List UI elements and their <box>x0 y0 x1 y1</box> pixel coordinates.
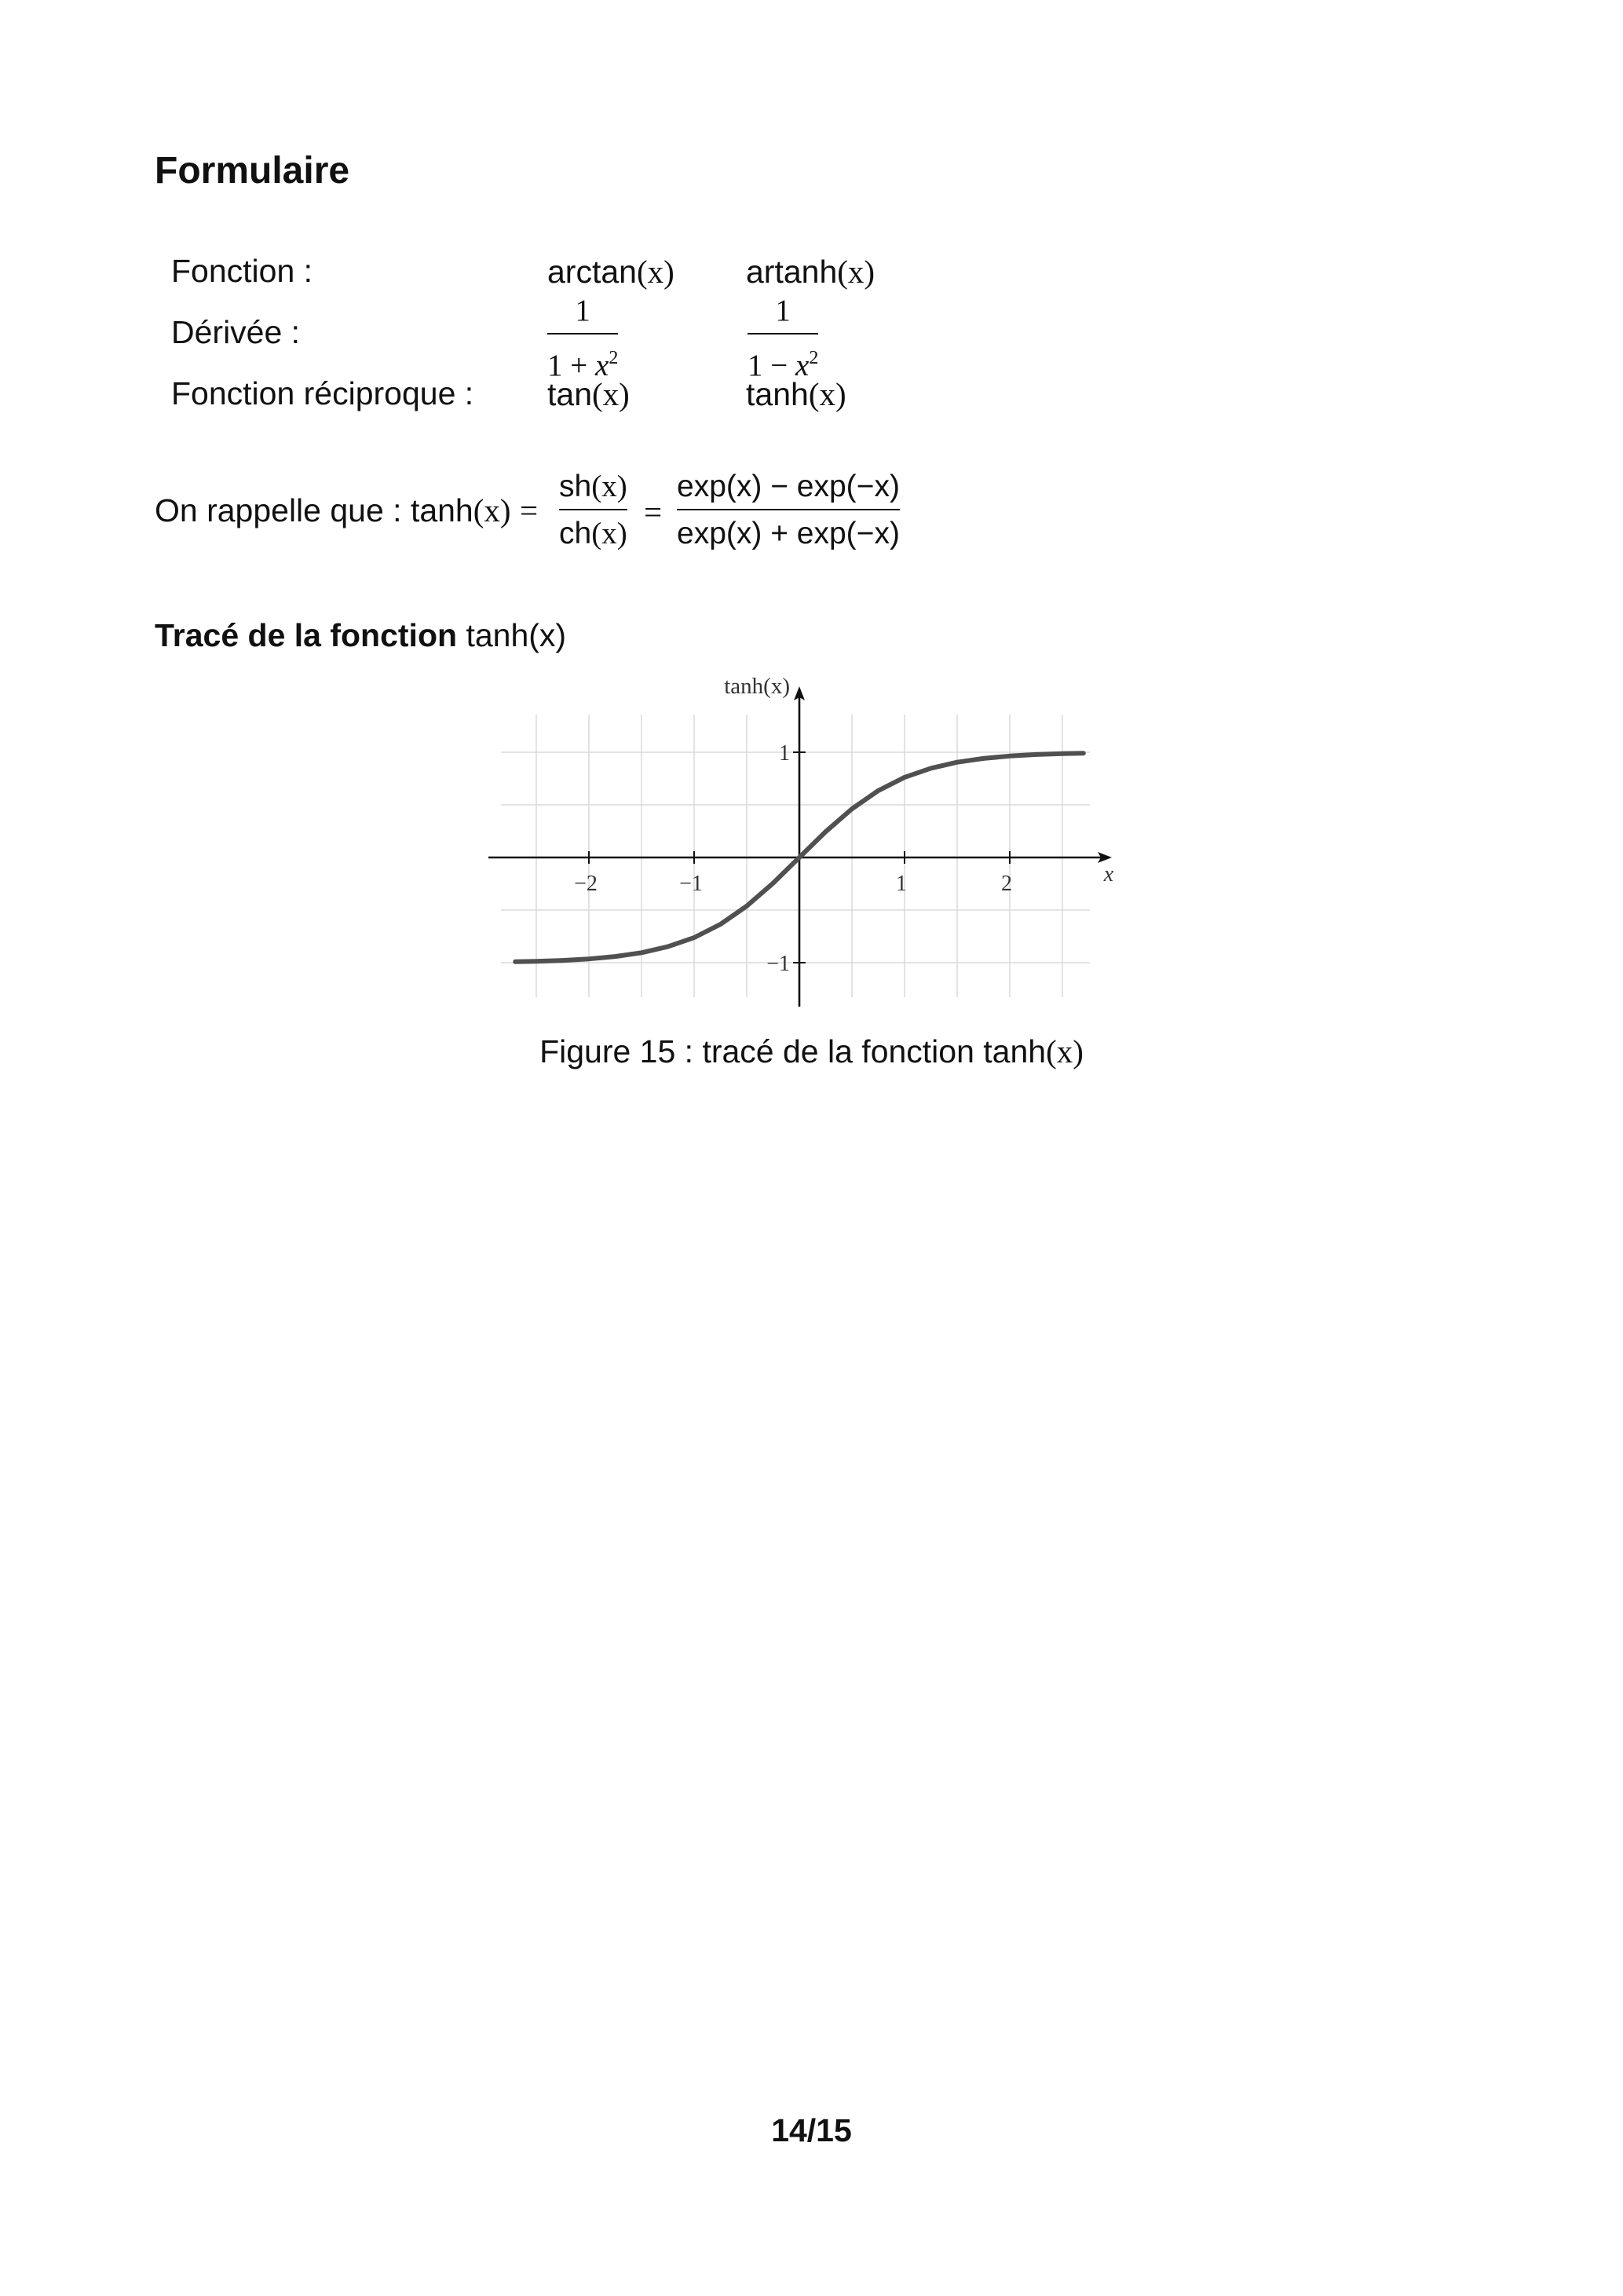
x-tick-label: 2 <box>1001 872 1012 896</box>
reminder-sh-ch-fraction: sh(x) ch(x) <box>559 470 627 550</box>
row-label-function: Fonction : <box>171 253 313 289</box>
col1-function: arctan(x) <box>547 254 674 290</box>
page-number: 14/15 <box>771 2112 852 2148</box>
col1-reciprocal: tan(x) <box>547 376 630 412</box>
col2-function: artanh(x) <box>746 254 875 290</box>
col1-derivative: 1 $1 + x^2$ <box>547 294 619 382</box>
row-label-reciprocal: Fonction réciproque : <box>171 375 474 411</box>
tanh-chart <box>487 667 1131 1013</box>
col2-reciprocal: tanh(x) <box>746 376 846 412</box>
col2-derivative: 1 $1 - x^2$ <box>748 294 819 382</box>
x-axis-label: x <box>1103 862 1114 887</box>
row-label-derivative: Dérivée : <box>171 314 301 350</box>
y-tick-label: 1 <box>779 741 790 766</box>
reminder-exp-fraction: exp(x) − exp(−x) exp(x) + exp(−x) <box>677 470 900 550</box>
reminder-equals: = <box>644 494 663 530</box>
y-axis-label: tanh(x) <box>724 674 790 699</box>
section-title: Tracé de la fonction tanh(x) <box>155 617 567 653</box>
y-tick-label: −1 <box>766 952 790 976</box>
x-tick-label: −2 <box>574 872 598 896</box>
page-heading: Formulaire <box>155 150 350 192</box>
x-tick-label: 1 <box>896 872 907 896</box>
x-tick-label: −1 <box>679 872 703 896</box>
figure-caption: Figure 15 : tracé de la fonction tanh(x) <box>539 1033 1084 1069</box>
reminder-prefix: On rappelle que : tanh(x) = <box>155 492 539 528</box>
